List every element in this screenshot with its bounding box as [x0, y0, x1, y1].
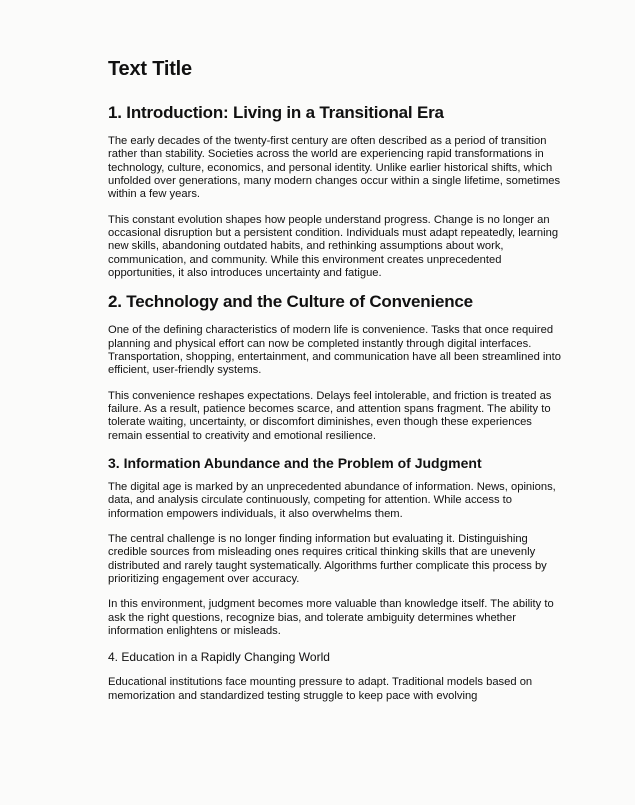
section-heading: 1. Introduction: Living in a Transitional Era [108, 103, 444, 122]
section-heading: 3. Information Abundance and the Problem of Judgment [108, 454, 482, 471]
paragraph: This convenience reshapes expectations. Delays feel intolerable, and friction is treated as failure. As a result, patience becomes scarce, and attention spans fragment. The ability to tolerate waiting, uncertainty, or discomfort diminishes, even though these experiences remain essential to creativity and emotional resilience. [108, 389, 552, 442]
paragraph: The early decades of the twenty-first century are often described as a period of transition rather than stability. Societies across the world are experiencing rapid transformations in technology, culture, economics, and personal identity. Unlike earlier historical shifts, which unfolded over generations, many modern changes occur within a single lifetime, sometimes within a few years. [108, 135, 561, 201]
section-technology [108, 292, 563, 443]
paragraph: One of the defining characteristics of modern life is convenience. Tasks that once required planning and physical effort can now be completed instantly through digital interfaces. Transportation, shopping, entertainment, and communication have all been streamlined into efficient, user-friendly systems. [108, 324, 561, 377]
document-title: Text Title [108, 58, 192, 80]
paragraph: Educational institutions face mounting pressure to adapt. Traditional models based on memorization and standardized testing struggle to keep pace with evolving [108, 676, 533, 702]
paragraph: The digital age is marked by an unprecedented abundance of information. News, opinions, data, and analysis circulate continuously, competing for attention. While access to information empowers individuals, it also overwhelms them. [108, 480, 556, 520]
paragraph: In this environment, judgment becomes more valuable than knowledge itself. The ability to ask the right questions, recognize bias, and tolerate ambiguity determines whether information enlightens or misleads. [108, 598, 554, 637]
section-heading: 4. Education in a Rapidly Changing World [108, 650, 330, 665]
section-education [108, 650, 563, 703]
section-introduction [108, 103, 563, 280]
document-content [108, 58, 563, 715]
section-heading: 2. Technology and the Culture of Convenience [108, 292, 473, 312]
paragraph: The central challenge is no longer finding information but evaluating it. Distinguishing credible sources from misleading ones requires critical thinking skills that are unevenly distributed and rarely taught systematically. Algorithms further complicate this process by prioritizing engagement over accuracy. [108, 532, 547, 585]
section-information [108, 455, 563, 638]
paragraph: This constant evolution shapes how people understand progress. Change is no longer an occasional disruption but a persistent condition. Individuals must adapt repeatedly, learning new skills, abandoning outdated habits, and rethinking assumptions about work, communication, and community. While this environment creates unprecedented opportunities, it also introduces uncertainty and fatigue. [108, 213, 559, 279]
